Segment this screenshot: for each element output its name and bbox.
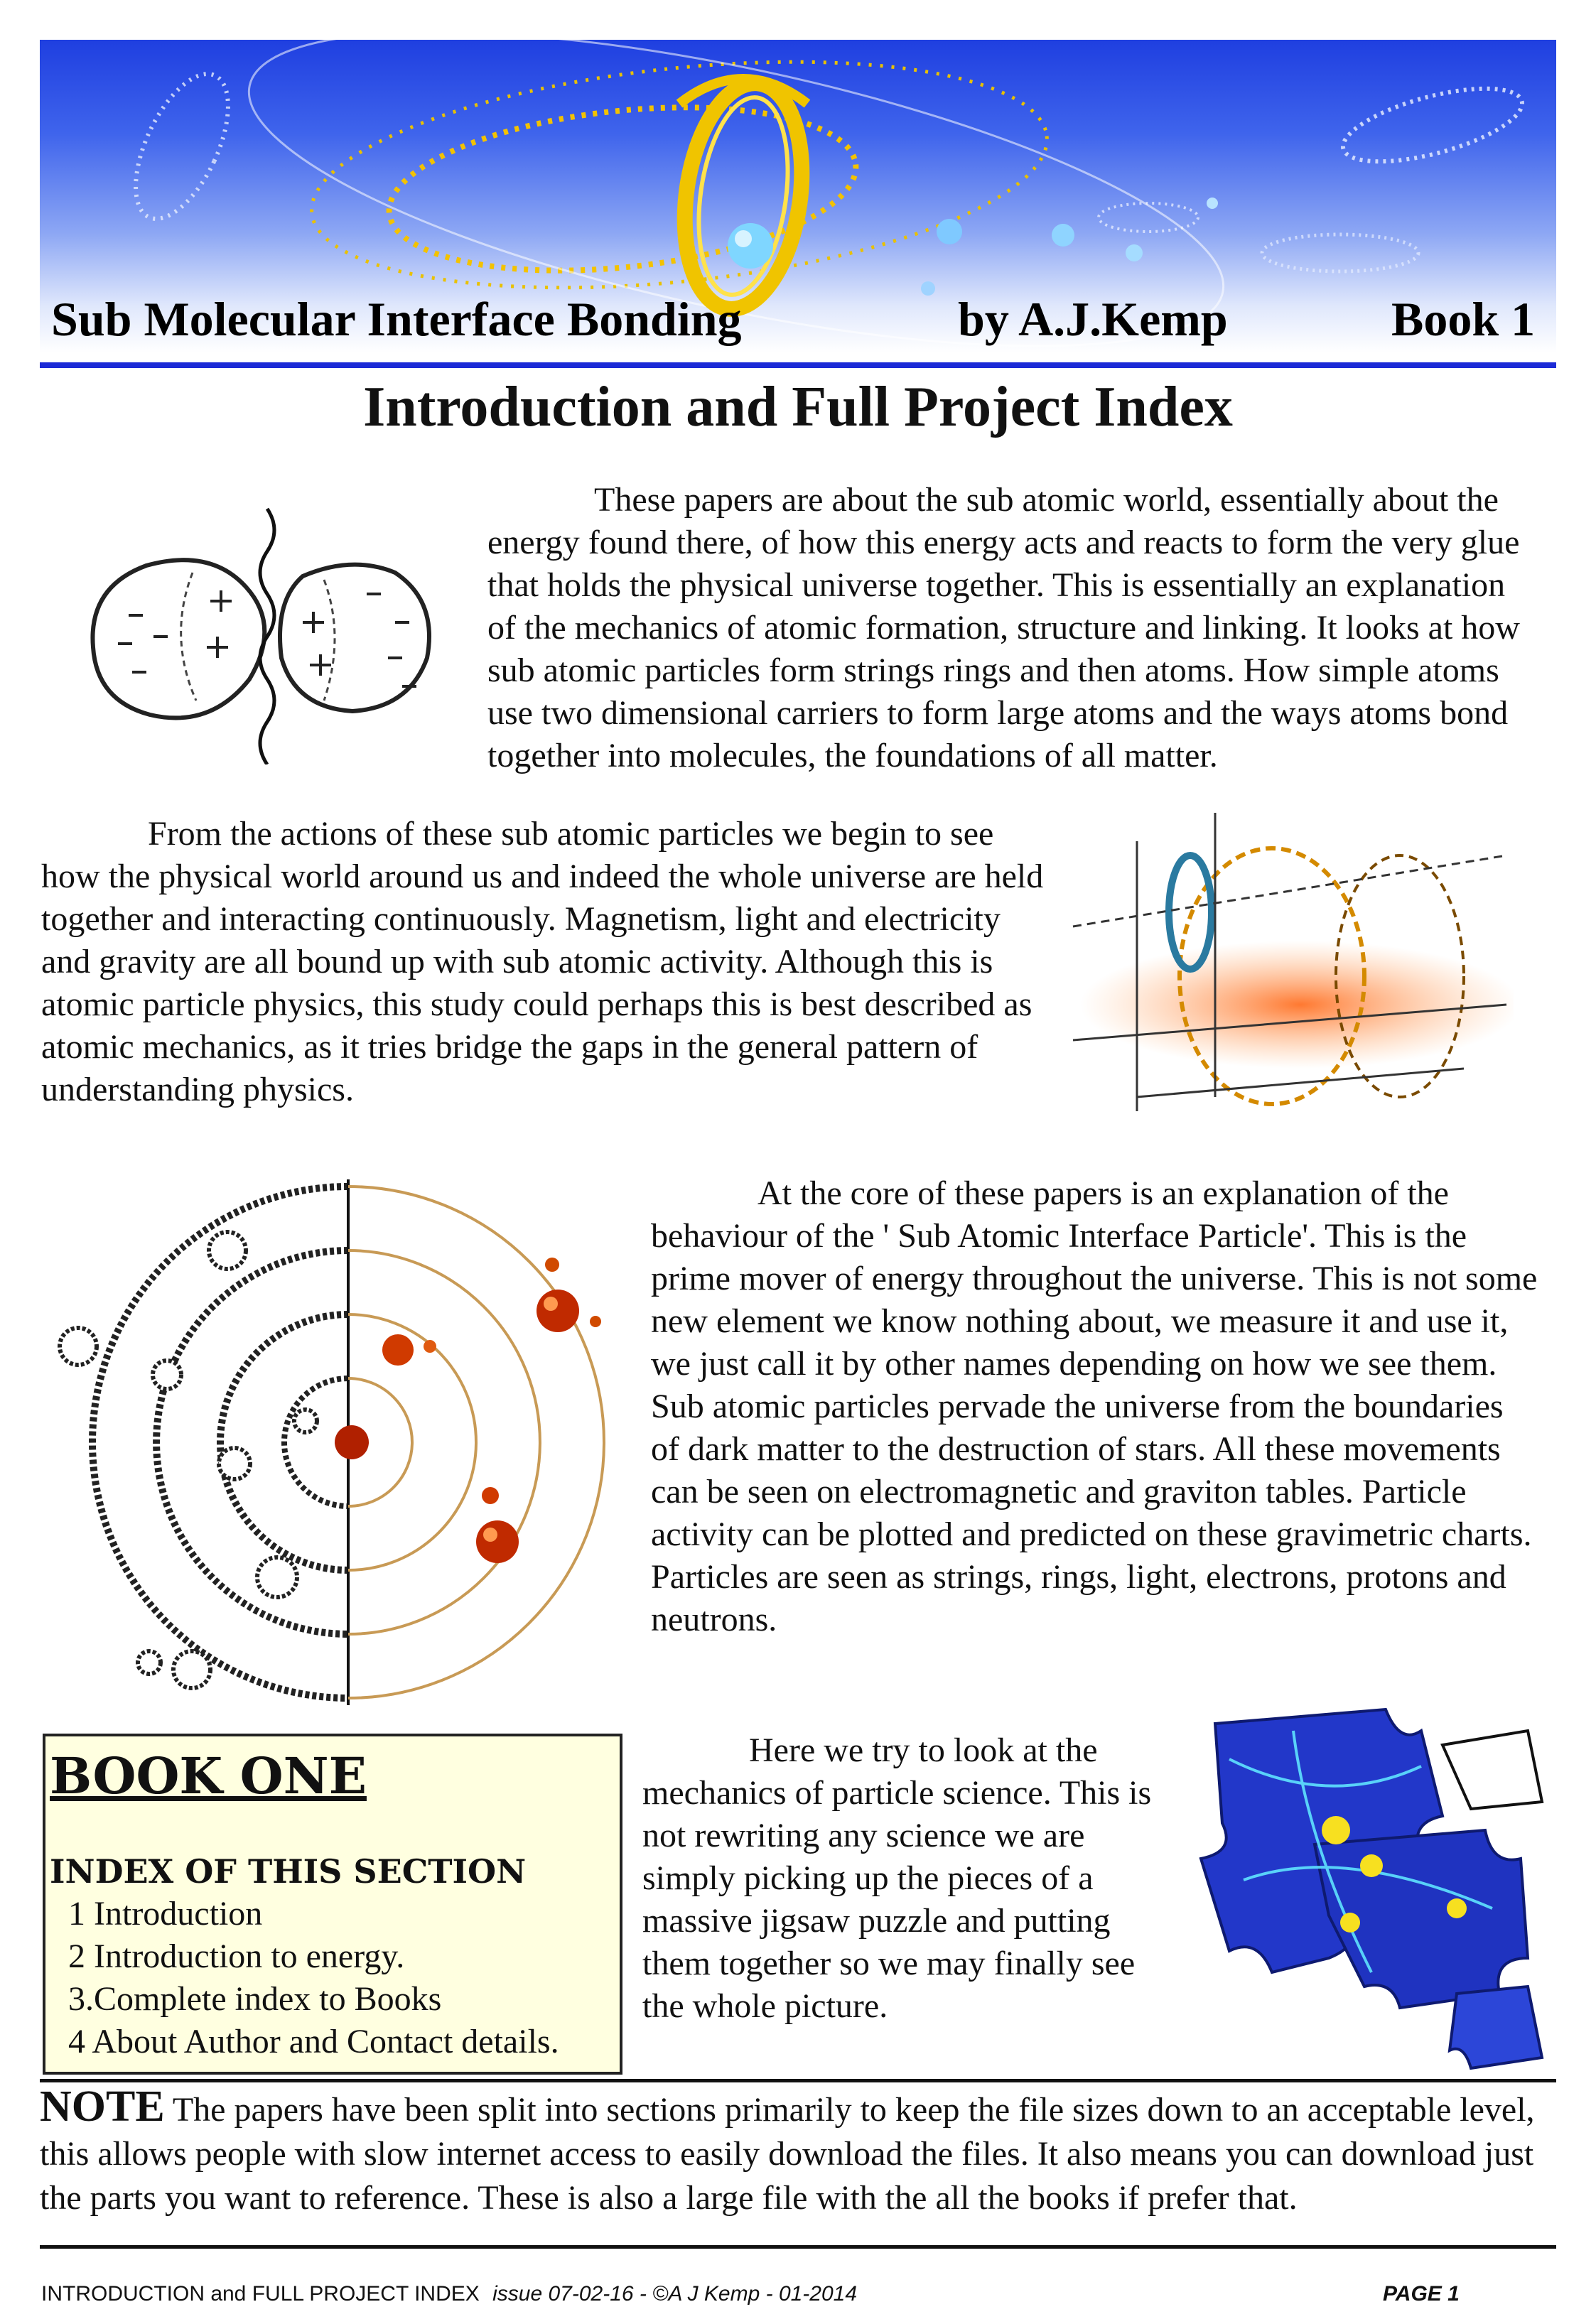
book-one-index-box bbox=[43, 1734, 622, 2075]
footer-document-title: INTRODUCTION and FULL PROJECT INDEX issue 07-02-16 - ©A J Kemp - 01-2014 bbox=[41, 2282, 858, 2306]
page-title: Introduction and Full Project Index bbox=[363, 376, 1233, 438]
note-section bbox=[40, 2082, 1560, 2220]
footer-page-number: PAGE 1 bbox=[1383, 2282, 1460, 2306]
note-label: NOTE bbox=[40, 2082, 165, 2131]
intro-paragraph-1: These papers are about the sub atomic world, essentially about the energy found there, of how this energy acts and reacts to form the very glue that holds the physical universe together. This is essentially an explanation of the mechanics of atomic formation, structure and linking. It looks at how sub atomic particles form strings rings and then atoms. How simple atoms use two dimensional carriers to form large atoms and the ways atoms bond together into molecules, the foundations of all matter. bbox=[487, 481, 1520, 774]
ring-wave-diagram bbox=[1066, 799, 1514, 1125]
note-text: The papers have been split into sections primarily to keep the file sizes down to an acceptable level, this allows people with slow internet access to easily download the files. It also means you can download just the parts you want to reference. These is also a large file with the all the books if prefer that. bbox=[40, 2091, 1535, 2217]
index-item-author-contact: 4 About Author and Contact details. bbox=[68, 2023, 559, 2060]
jigsaw-puzzle-image bbox=[1187, 1702, 1556, 2072]
footer-issue: issue 07-02-16 - ©A J Kemp - 01-2014 bbox=[492, 2282, 858, 2306]
header-book-number: Book 1 bbox=[1391, 292, 1536, 346]
jigsaw-paragraph: Here we try to look at the mechanics of particle science. This is not rewriting any science we are simply picking up the pieces of a massive jigsaw puzzle and putting them together so we may finally see the whole picture. bbox=[642, 1731, 1152, 2025]
gear-atom-diagram bbox=[43, 1172, 611, 1712]
header-divider bbox=[40, 362, 1556, 368]
intro-paragraph-2: From the actions of these sub atomic particles we begin to see how the physical world around us and indeed the whole universe are held together and interacting continuously. Magnetism, light and electricity and gravity are all bound up with sub atomic activity. Although this is atomic particle physics, this study could perhaps this is best described as atomic mechanics, as it tries bridge the gaps in the general pattern of understanding physics. bbox=[41, 815, 1044, 1108]
index-item-energy: 2 Introduction to energy. bbox=[68, 1937, 405, 1975]
index-heading: INDEX OF THIS SECTION bbox=[50, 1852, 527, 1891]
header-title: Sub Molecular Interface Bonding bbox=[51, 292, 742, 346]
core-explanation-text: At the core of these papers is an explanation of the behaviour of the ' Sub Atomic Interface Particle'. This is the prime mover of energy throughout the universe. This is not some new element we know nothing about, we measure it and use it, we just call it by other names depending on how we see them. Sub atomic particles pervade the universe from the boundaries of dark matter to the destruction of stars. All these movements can be seen on electromagnetic and graviton tables. Particle activity can be plotted and predicted on these gravimetric charts. Particles are seen as strings, rings, light, electrons, protons and neutrons. bbox=[651, 1174, 1538, 1638]
atoms-interface-figure bbox=[68, 494, 466, 764]
index-item-introduction: 1 Introduction bbox=[68, 1895, 263, 1933]
note-divider-top bbox=[40, 2079, 1556, 2082]
book-one-title: BOOK ONE bbox=[50, 1746, 367, 1805]
header-author: by A.J.Kemp bbox=[958, 292, 1228, 346]
note-divider-bottom bbox=[40, 2245, 1556, 2249]
index-item-complete-index: 3.Complete index to Books bbox=[68, 1980, 442, 2018]
